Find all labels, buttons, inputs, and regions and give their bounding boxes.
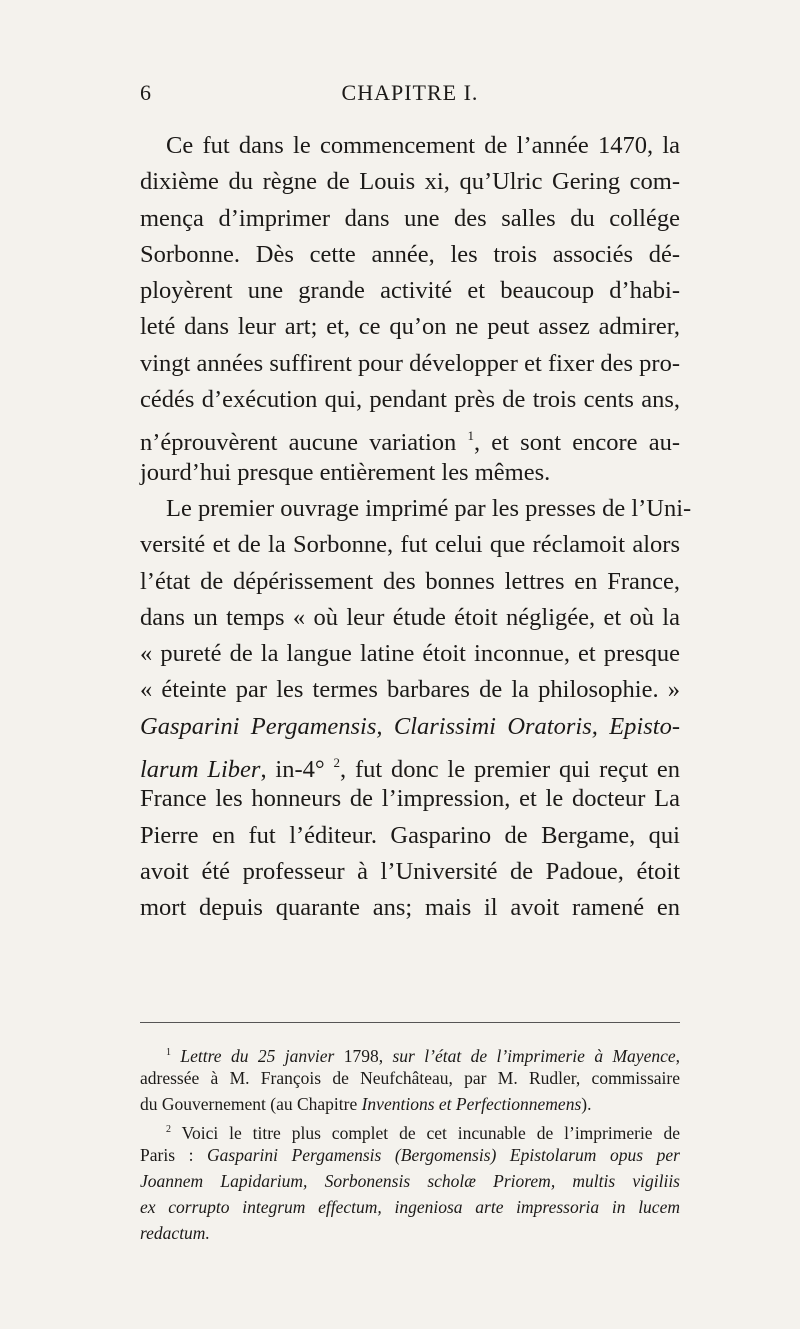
footnote-1-line xyxy=(140,1040,680,1066)
text-line: France les honneurs de l’impression, et le docteur La xyxy=(140,785,680,813)
text-line: avoit été professeur à l’Université de Padoue, étoit xyxy=(140,857,680,885)
text-line: cédés d’exécution qui, pendant près de trois cents ans, xyxy=(140,386,680,414)
text-line: Sorbonne. Dès cette année, les trois associés dé- xyxy=(140,240,680,268)
text-segment: 1798, xyxy=(334,1046,393,1066)
main-text xyxy=(140,128,692,927)
text-segment: , xyxy=(675,1046,680,1066)
footnote-divider xyxy=(140,1022,680,1023)
page-number: 6 xyxy=(140,80,152,105)
footnote-2-line xyxy=(140,1143,680,1169)
footnote-marker: 2 xyxy=(166,1124,171,1136)
text-line: l’état de dépérissement des bonnes lettres en France, xyxy=(140,567,680,595)
footnote-ref-1[interactable]: 1 xyxy=(467,428,474,444)
page-header xyxy=(140,80,680,110)
text-line: dixième du règne de Louis xi, qu’Ulric Gering com- xyxy=(140,168,680,196)
running-title: CHAPITRE I. xyxy=(341,80,479,105)
text-line: « pureté de la langue latine étoit inconnue, et presque xyxy=(140,640,680,668)
text-line: jourd’hui presque entièrement les mêmes. xyxy=(140,458,551,486)
text-line: versité et de la Sorbonne, fut celui que réclamoit alors xyxy=(140,531,680,559)
text-segment: ). xyxy=(581,1093,592,1114)
text-line: mort depuis quarante ans; mais il avoit ramené en xyxy=(140,894,680,922)
footnote-ref-2[interactable]: 2 xyxy=(333,755,340,771)
footnote-1-line: adressée à M. François de Neufchâteau, par M. Rudler, commissaire xyxy=(140,1067,680,1088)
footnotes xyxy=(140,1040,680,1246)
text-line: Gasparini Pergamensis, Clarissimi Oratoris, Episto- xyxy=(140,712,680,740)
text-segment: sur l’état de l’imprimerie à Mayence xyxy=(392,1046,676,1066)
footnote-2-line xyxy=(140,1117,680,1143)
text-line: leté dans leur art; et, ce qu’on ne peut assez admirer, xyxy=(140,313,680,341)
text-segment: , et sont encore au- xyxy=(473,429,680,457)
text-line: mença d’imprimer dans une des salles du collége xyxy=(140,204,680,232)
text-segment: Voici le titre plus complet de cet incunable de l’imprimerie de xyxy=(181,1123,680,1144)
footnote-2-line: Joannem Lapidarium, Sorbonensis scholæ Priorem, multis vigiliis xyxy=(140,1170,680,1191)
text-segment: Gasparini Pergamensis (Bergomensis) Epistolarum opus per xyxy=(207,1145,680,1166)
footnote-2-line: ex corrupto integrum effectum, ingeniosa arte impressoria in lucem xyxy=(140,1196,680,1217)
text-segment: , fut donc le premier qui reçut en xyxy=(340,756,680,784)
text-line: dans un temps « où leur étude étoit négligée, et où la xyxy=(140,603,680,631)
text-segment: du Gouvernement (au Chapitre xyxy=(140,1093,362,1114)
text-line: « éteinte par les termes barbares de la philosophie. » xyxy=(140,676,680,704)
text-segment: Paris : xyxy=(140,1145,208,1166)
text-segment: Lettre du 25 janvier xyxy=(180,1046,335,1066)
text-line xyxy=(140,418,680,457)
text-line: ployèrent une grande activité et beaucoup d’habi- xyxy=(140,277,680,305)
footnote-marker: 1 xyxy=(166,1047,171,1058)
footnote-1-line xyxy=(140,1092,680,1118)
text-line xyxy=(140,745,680,784)
text-line: Le premier ouvrage imprimé par les presses de l’Uni- xyxy=(166,494,692,522)
text-line: Ce fut dans le commencement de l’année 1470, la xyxy=(166,132,680,159)
text-line: Pierre en fut l’éditeur. Gasparino de Bergame, qui xyxy=(140,821,680,849)
text-line: vingt années suffirent pour développer et fixer des pro- xyxy=(140,349,680,377)
text-segment: n’éprouvèrent aucune variation xyxy=(140,429,468,457)
footnote-2-line: redactum. xyxy=(140,1222,210,1243)
text-segment: larum Liber xyxy=(140,756,261,784)
text-segment: , in-4° xyxy=(260,756,334,784)
text-segment: Inventions et Perfectionnemens xyxy=(361,1093,582,1114)
